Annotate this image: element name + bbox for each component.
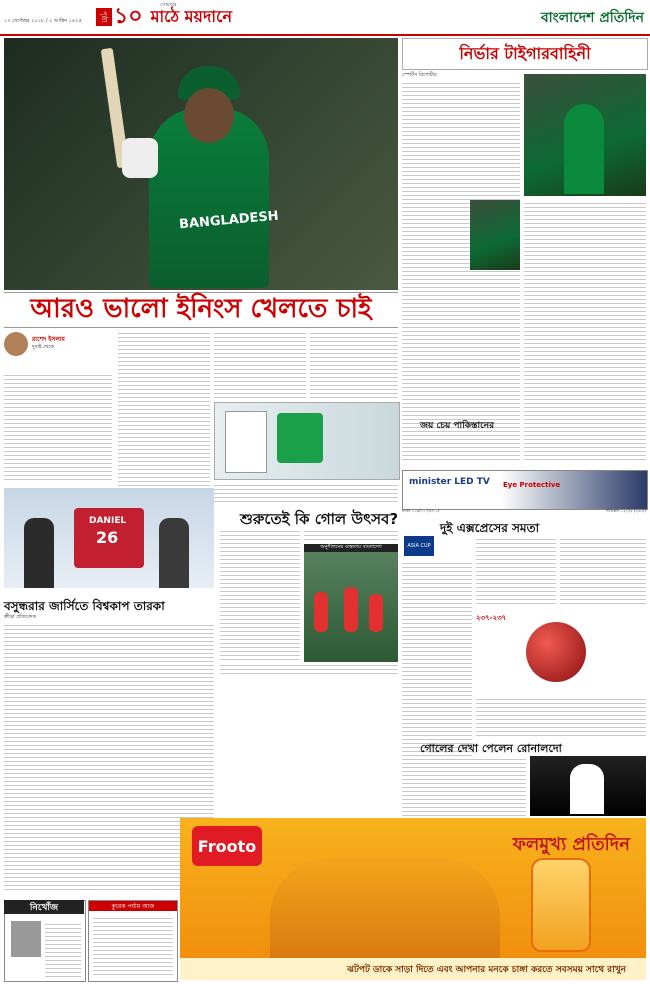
- right-body-2: [524, 200, 646, 460]
- ronaldo-body: [402, 756, 526, 816]
- person-1: [24, 518, 54, 588]
- express-body-4: [476, 696, 646, 736]
- team-huddle-photo: [470, 200, 520, 270]
- mid-body-3: [220, 662, 398, 676]
- board-ad-logo: [277, 413, 323, 463]
- author-avatar: [4, 332, 28, 356]
- jersey-handover-photo: [4, 488, 214, 588]
- frooto-bottle: [531, 858, 591, 952]
- page-number: ১০: [114, 3, 143, 29]
- section-title: মাঠে ময়দানে: [150, 6, 233, 26]
- frooto-logo: Frooto: [192, 826, 262, 866]
- missing-photo: [11, 921, 41, 957]
- author-byline: দুবাই থেকে: [32, 344, 54, 350]
- mid-body-2: [304, 528, 398, 540]
- missing-title: নিখোঁজ: [4, 900, 84, 914]
- lead-column-2: [118, 330, 210, 486]
- frooto-footer: ঝটপট ডাকে সাড়া দিতে এবং আপনার মনকে চাঙ্গা করতে সবসময় সাথে রাখুন: [180, 958, 646, 980]
- schedule-title: কুরেক পর্যায় আজ: [89, 901, 177, 911]
- ronaldo-figure: [570, 764, 604, 814]
- score-pakistan: পাকিস্তান ১২০/২ (২৩.৪): [605, 508, 646, 513]
- jersey-text: BANGLADESH: [178, 208, 280, 233]
- glove-shape: [122, 138, 158, 178]
- cricket-ball-graphic: [476, 612, 646, 692]
- score-hongkong: হংকং ১১৬/১০ (৩৭.১): [402, 508, 440, 513]
- lead-column-5: [214, 482, 398, 502]
- score-line: [402, 508, 646, 516]
- ronaldo-headline: গোলের দেখা পেলেন রোনালদো: [420, 742, 562, 755]
- board-ad: [214, 402, 400, 480]
- frooto-tagline: ফলমুখ্য প্রতিদিন: [512, 834, 630, 855]
- celebration-photo: [524, 74, 646, 196]
- football-caption: অনুশীলনের ব্যস্ততায় বাংলাদেশ: [304, 544, 398, 552]
- date-line: ১৭ সেপ্টেম্বর ২০১৮ / ২ আশ্বিন ১৪২৫: [4, 18, 82, 24]
- mid-headline: শুরুতেই কি গোল উৎসব?: [240, 510, 399, 528]
- player-head: [184, 88, 234, 143]
- express-headline: দুই এক্সপ্রেসের সমতা: [440, 521, 540, 535]
- schedule-text: [93, 915, 173, 977]
- asia-cup-logo: ASIA CUP: [404, 536, 434, 556]
- express-body-1: [402, 560, 472, 760]
- score-tag: ২৩৭-২৩৭: [476, 614, 507, 622]
- board-ad-product: [225, 411, 267, 473]
- lead-photo: [4, 38, 398, 290]
- frooto-ad: [180, 818, 646, 980]
- football-photo: [304, 552, 398, 662]
- left-mid-dateline: ক্রীড়া প্রতিবেদক: [4, 614, 37, 620]
- right-headline: নির্ভার টাইগারবাহিনী: [459, 43, 591, 63]
- celebrating-player: [564, 104, 604, 194]
- page-label: পৃষ্ঠা: [96, 8, 112, 25]
- lead-column-4: [310, 330, 398, 400]
- jersey-name: DANIEL: [89, 516, 127, 526]
- mid-body-1: [220, 528, 300, 678]
- page-header: [0, 0, 650, 36]
- person-2: [159, 518, 189, 588]
- lead-headline-box: [4, 292, 398, 328]
- player-c: [369, 594, 383, 632]
- player-b: [344, 587, 358, 632]
- cricket-ball: [526, 622, 586, 682]
- lead-column-1: [4, 372, 112, 482]
- lead-headline: আরও ভালো ইনিংস খেলতে চাই: [30, 294, 372, 324]
- minister-brand: minister LED TV: [409, 477, 490, 487]
- jersey-number: 26: [96, 528, 119, 547]
- minister-tv-ad: [402, 470, 648, 510]
- left-mid-headline: বসুন্ধরার জার্সিতে বিশ্বকাপ তারকা: [4, 599, 165, 613]
- newspaper-brand: বাংলাদেশ প্রতিদিন: [540, 10, 644, 26]
- minister-tagline: Eye Protective: [503, 481, 561, 489]
- lead-column-3: [214, 330, 306, 400]
- author-name: রাশেদ ইসলাম: [32, 336, 65, 343]
- ronaldo-photo: [530, 756, 646, 816]
- missing-text: [45, 921, 81, 977]
- right-dateline: স্পোর্টস রিপোর্টার: [402, 72, 437, 78]
- author-box: [4, 330, 114, 370]
- express-body-2: [476, 536, 556, 606]
- express-body-3: [560, 536, 646, 606]
- right-headline-box: [402, 38, 648, 70]
- day-label: সোমবার: [160, 2, 177, 8]
- pakistan-headline: জয় চেয় পাকিস্তানের: [420, 421, 495, 431]
- ad-people: [270, 858, 500, 958]
- sports-schedule: [88, 900, 178, 982]
- player-a: [314, 592, 328, 632]
- right-body-1: [402, 80, 520, 460]
